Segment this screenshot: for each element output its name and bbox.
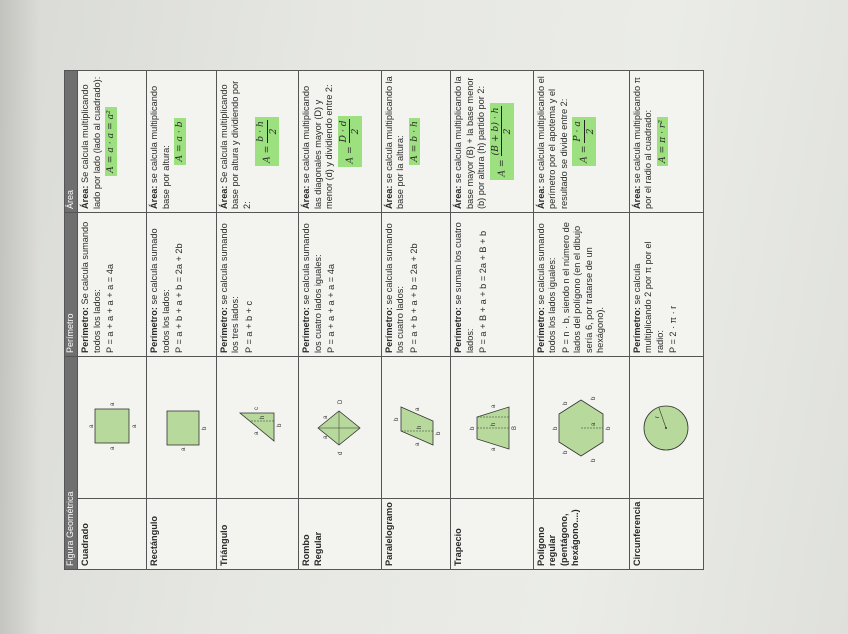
- table-row: [381, 71, 450, 570]
- area-formula: A = π · r²: [657, 117, 669, 166]
- figure-name: Trapecio: [451, 499, 534, 570]
- table-row: [78, 71, 147, 570]
- figure-name: Cuadrado: [78, 499, 147, 570]
- fig-label: a: [110, 446, 117, 450]
- figure-name: Paralelogramo: [381, 499, 450, 570]
- table-row: [216, 71, 299, 570]
- area-formula: A = a · a = a²: [105, 107, 117, 176]
- figure-drawing: [451, 357, 534, 499]
- table-row: [299, 71, 382, 570]
- figure-name: Polígono regular (pentágono, hexágono....): [533, 499, 629, 570]
- area-cell: [533, 71, 629, 213]
- area-label: Área:: [383, 185, 394, 210]
- fig-label: b: [563, 401, 570, 405]
- fig-label: a: [415, 407, 422, 411]
- page-shadow: [0, 0, 40, 634]
- area-label: Área:: [218, 185, 229, 210]
- fig-label: a: [180, 447, 187, 451]
- area-label: Área:: [453, 185, 464, 210]
- perimeter-cell: [78, 213, 147, 357]
- fig-label: a: [323, 415, 330, 419]
- perimeter-label: Perímetro:: [631, 307, 642, 354]
- area-text: se calcula multiplicando la base mayor (B) + la base menor (b) por altura (h) partido por 2:: [453, 76, 487, 210]
- figure-drawing: [381, 357, 450, 499]
- rectangle-shape: [167, 411, 199, 445]
- area-text: se calcula multiplicando base por altura:: [149, 85, 171, 210]
- area-text: Se calcula multiplicando lado por lado (lado al cuadrado):: [80, 76, 102, 210]
- perimeter-cell: [147, 213, 216, 357]
- perimeter-formula: P = a + b + a + b = 2a + 2b: [174, 243, 185, 354]
- fig-label: a: [254, 431, 261, 435]
- fig-label: b: [469, 426, 476, 430]
- area-cell: [78, 71, 147, 213]
- area-label: Área:: [80, 185, 90, 210]
- area-text: se calcula multiplicando las diagonales mayor (D) y menor (d) y dividiendo entre 2:: [301, 84, 335, 210]
- rectangle-figure: [157, 393, 207, 463]
- square-shape: [95, 409, 129, 443]
- area-formula: A = (B + b) · h 2: [490, 103, 514, 179]
- header-area: Área: [65, 71, 78, 213]
- perimeter-text: se calcula sumando los cuatro lados:: [383, 223, 406, 354]
- perimeter-text: se calcula sumando los tres lados:: [218, 223, 241, 354]
- hexagon-figure: [551, 388, 611, 468]
- rhombus-figure: [314, 393, 366, 463]
- perimeter-formula: P = a + a + a + a = 4a: [105, 264, 115, 354]
- fig-label: b: [606, 426, 613, 430]
- table-row: [533, 71, 629, 570]
- triangle-figure: [232, 393, 282, 463]
- figure-name: Circunferencia: [629, 499, 703, 570]
- perimeter-formula: P = a + B + a + b = 2a + B + b: [478, 230, 489, 354]
- fig-label: c: [254, 406, 261, 410]
- fig-label: b: [591, 396, 598, 400]
- figure-drawing: [216, 357, 299, 499]
- perimeter-text: se calcula sumando todos los lados iguales:: [535, 223, 558, 354]
- parallelogram-figure: [391, 393, 441, 463]
- perimeter-formula: P = a + b + c: [243, 300, 254, 354]
- fig-label: b: [394, 417, 401, 421]
- fig-label: a: [110, 402, 117, 406]
- table-row: [629, 71, 703, 570]
- area-formula: A = b · h 2: [255, 117, 279, 166]
- fig-label: b: [591, 458, 598, 462]
- header-figure: Figura Geométrica: [65, 357, 78, 570]
- perimeter-label: Perímetro:: [218, 307, 229, 354]
- perimeter-cell: [381, 213, 450, 357]
- figure-name: Rombo Regular: [299, 499, 382, 570]
- area-text: Se calcula multiplicando base por altura y dividiendo por 2:: [218, 80, 252, 210]
- perimeter-text: se calcula multiplicando 2 por π por el radio:: [631, 241, 665, 354]
- perimeter-formula: P = n · b, siendo n el número de lados del polígono (en el dibujo sería 6, por tratarse de un hexágono).: [560, 222, 606, 354]
- area-text: se calcula multiplicando π por el radio al cuadrado:: [631, 77, 654, 210]
- area-label: Área:: [631, 185, 642, 210]
- perimeter-label: Perímetro:: [80, 307, 90, 354]
- area-text: se calcula multiplicando la base por la altura:: [383, 76, 406, 210]
- fig-label: h: [417, 425, 424, 429]
- area-cell: [147, 71, 216, 213]
- perimeter-text: se calcula sumando los cuatro lados iguales:: [301, 223, 323, 354]
- perimeter-label: Perímetro:: [383, 307, 394, 354]
- figure-drawing: [533, 357, 629, 499]
- figure-name: Triángulo: [216, 499, 299, 570]
- fig-label: a: [415, 442, 422, 446]
- fig-label: a: [323, 435, 330, 439]
- fig-label: b: [436, 431, 443, 435]
- fig-label: D: [338, 399, 345, 404]
- perimeter-cell: [533, 213, 629, 357]
- area-cell: [216, 71, 299, 213]
- fig-label: a: [89, 424, 96, 428]
- fig-label: a: [132, 424, 139, 428]
- square-figure: [87, 393, 137, 463]
- table-row: [451, 71, 534, 570]
- perimeter-text: se calcula sumado todos los lados:: [149, 228, 171, 354]
- fig-label: b: [201, 426, 208, 430]
- fig-label: B: [511, 425, 518, 430]
- perimeter-cell: [629, 213, 703, 357]
- area-cell: [381, 71, 450, 213]
- perimeter-label: Perímetro:: [535, 307, 546, 354]
- perimeter-formula: P = a + a + a + a = 4a: [326, 264, 337, 354]
- area-formula: A = P · a 2: [572, 117, 596, 166]
- table-row: [147, 71, 216, 570]
- area-label: Área:: [535, 185, 546, 210]
- perimeter-text: se suman los cuatro lados:: [453, 222, 475, 354]
- area-label: Área:: [149, 185, 160, 210]
- header-row: [65, 71, 78, 570]
- geometry-table: [64, 70, 704, 570]
- perimeter-formula: P = 2 · π · r: [668, 305, 679, 354]
- area-cell: [451, 71, 534, 213]
- perimeter-label: Perímetro:: [149, 307, 160, 354]
- formula-sheet: [64, 70, 704, 570]
- perimeter-cell: [451, 213, 534, 357]
- triangle-shape: [240, 413, 274, 441]
- fig-label: h: [260, 415, 267, 419]
- perimeter-text: Se calcula sumando todos los lados:: [80, 221, 102, 354]
- perimeter-label: Perímetro:: [453, 307, 464, 354]
- figure-drawing: [629, 357, 703, 499]
- perimeter-label: Perímetro:: [301, 307, 312, 354]
- figure-drawing: [299, 357, 382, 499]
- area-cell: [629, 71, 703, 213]
- figure-drawing: [147, 357, 216, 499]
- circle-figure: [639, 393, 693, 463]
- fig-label: h: [490, 422, 497, 426]
- fig-label: r: [655, 415, 662, 418]
- fig-label: b: [553, 426, 560, 430]
- area-text: se calcula multiplicando el perímetro por el apotema y el resultado se divide entre 2:: [535, 76, 569, 210]
- area-label: Área:: [301, 185, 312, 210]
- fig-label: a: [490, 447, 497, 451]
- trapezoid-figure: [467, 393, 517, 463]
- perimeter-cell: [299, 213, 382, 357]
- figure-drawing: [78, 357, 147, 499]
- fig-label: b: [563, 450, 570, 454]
- perimeter-formula: P = a + b + a + b = 2a + 2b: [408, 243, 419, 354]
- fig-label: a: [490, 404, 497, 408]
- fig-label: b: [277, 423, 284, 427]
- area-formula: A = b · h: [409, 118, 421, 165]
- fig-label: a: [591, 422, 598, 426]
- area-cell: [299, 71, 382, 213]
- header-perimeter: Perímetro: [65, 213, 78, 357]
- perimeter-cell: [216, 213, 299, 357]
- fig-label: d: [338, 451, 345, 455]
- area-formula: A = D · d 2: [338, 116, 362, 166]
- figure-name: Rectángulo: [147, 499, 216, 570]
- area-formula: A = a · b: [174, 118, 186, 164]
